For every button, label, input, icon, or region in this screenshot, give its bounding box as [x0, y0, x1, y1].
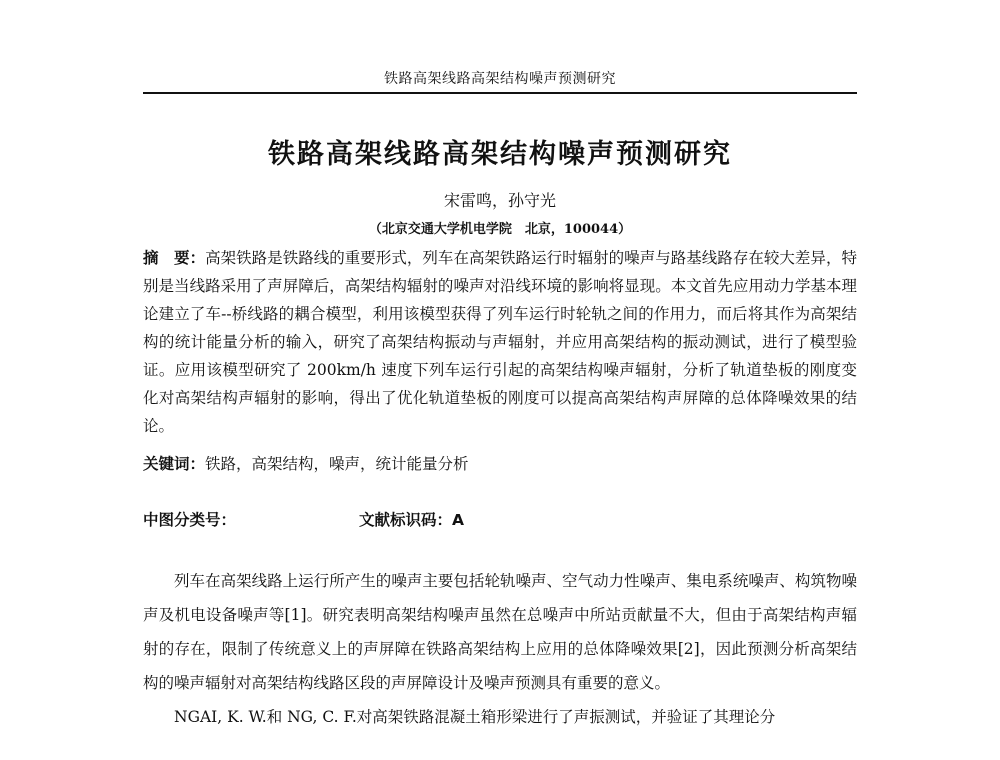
keywords-label: 关键词： [143, 455, 206, 473]
abstract [143, 244, 857, 440]
paper-title: 铁路高架线路高架结构噪声预测研究 [268, 139, 732, 170]
body-paragraph-1: 列车在高架线路上运行所产生的噪声主要包括轮轨噪声、空气动力性噪声、集电系统噪声、构筑物噪声及机电设备噪声等[1]。研究表明高架结构噪声虽然在总噪声中所站贡献量不大，但由于高架结构声辐射的存在，限制了传统意义上的声屏障在铁路高架结构上应用的总体降噪效果[2]，因此预测分析高架结构的噪声辐射对高架结构线路区段的声屏障设计及噪声预测具有重要的意义。 [143, 572, 857, 692]
keywords [143, 452, 857, 474]
abstract-text: 高架铁路是铁路线的重要形式，列车在高架铁路运行时辐射的噪声与路基线路存在较大差异，特别是当线路采用了声屏障后，高架结构辐射的噪声对沿线环境的影响将显现。本文首先应用动力学基本理论建立了车--桥线路的耦合模型，利用该模型获得了列车运行时轮轨之间的作用力，而后将其作为高架结构的统计能量分析的输入，研究了高架结构振动与声辐射，并应用高架结构的振动测试，进行了模型验证。应用该模型研究了 200km/h 速度下列车运行引起的高架结构噪声辐射，分析了轨道垫板的刚度变化对高架结构声辐射的影响，得出了优化轨道垫板的刚度可以提高高架结构声屏障的总体降噪效果的结论。 [143, 249, 857, 435]
doc-code-value: A [452, 511, 465, 529]
keywords-text: 铁路，高架结构，噪声，统计能量分析 [205, 455, 469, 473]
running-header: 铁路高架线路高架结构噪声预测研究 [384, 71, 616, 87]
clc-label: 中图分类号： [143, 511, 237, 529]
header-rule [143, 92, 857, 94]
affiliation: （北京交通大学机电学院 北京，100044） [368, 222, 632, 237]
body-text [143, 564, 857, 734]
body-paragraph-2: NGAI, K. W.和 NG, C. F.对高架铁路混凝土箱形梁进行了声振测试，并验证了其理论分 [174, 708, 776, 726]
doc-code-label: 文献标识码： [359, 511, 453, 529]
abstract-label: 摘 要： [143, 249, 206, 267]
doc-code [359, 508, 464, 530]
classification-line [143, 508, 857, 530]
authors: 宋雷鸣，孙守光 [443, 191, 556, 210]
